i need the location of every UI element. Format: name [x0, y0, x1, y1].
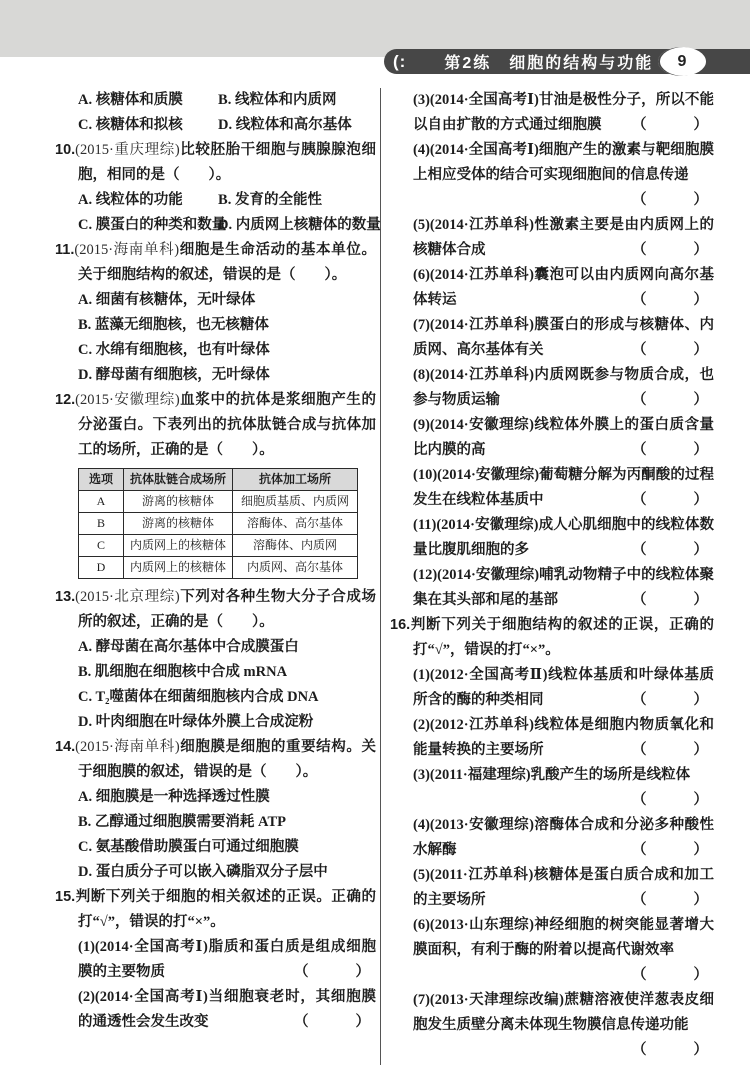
question-12 [55, 388, 376, 579]
question-source: (2015·北京理综) [75, 589, 180, 605]
option: A. 细菌有核糖体，无叶绿体 [78, 292, 256, 308]
answer-bracket: （ ） [632, 967, 714, 983]
table-cell: D [79, 557, 124, 579]
answer-bracket: （ ） [632, 1042, 714, 1058]
question-source: (2015·海南单科) [74, 242, 180, 258]
question15-items-left [55, 935, 376, 1035]
answer-bracket: （ ） [632, 242, 714, 258]
answer-bracket: （ ） [294, 964, 376, 980]
table-header-cell: 抗体肽链合成场所 [124, 469, 233, 491]
question-text: 细胞膜是细胞的重要结构。关于细胞膜的叙述，错误的是（ ）。 [78, 739, 376, 780]
answer-bracket: （ ） [632, 542, 714, 558]
question-number: 13. [55, 589, 76, 605]
option: D. 叶肉细胞在叶绿体外膜上合成淀粉 [78, 714, 314, 730]
table-cell: B [79, 513, 124, 535]
judgment-text: (7)(2014·江苏单科)膜蛋白的形成与核糖体、内质网、高尔基体有关 [413, 317, 714, 358]
table-header-cell: 选项 [79, 469, 124, 491]
judgment-text: (7)(2013·天津理综改编)蔗糖溶液使洋葱表皮细胞发生质壁分离未体现生物膜信息传递功能 [413, 992, 714, 1033]
judgment-item [413, 313, 714, 363]
question-source: (2015·重庆理综) [75, 142, 180, 158]
judgment-text: (4)(2013·安徽理综)溶酶体合成和分泌多种酸性水解酶 [413, 817, 714, 858]
answer-bracket: （ ） [632, 492, 714, 508]
judgment-item [413, 413, 714, 463]
option: B. 发育的全能性 [218, 192, 322, 208]
question-number: 11. [55, 242, 75, 258]
question-number: 14. [55, 739, 76, 755]
question-number: 16. [390, 617, 411, 633]
question9-options [78, 88, 376, 138]
question-stem [55, 585, 376, 635]
answer-bracket: （ ） [632, 792, 714, 808]
option: B. 肌细胞在细胞核中合成 mRNA [78, 664, 288, 680]
question-14 [55, 735, 376, 885]
question-text: 细胞是生命活动的基本单位。关于细胞结构的叙述，错误的是（ ）。 [78, 242, 376, 283]
option: D. 酵母菌有细胞核，无叶绿体 [78, 367, 270, 383]
question-text: 判断下列关于细胞的相关叙述的正误。正确的打“√”，错误的打“×”。 [75, 889, 376, 930]
table-row [79, 535, 358, 557]
option: B. 蓝藻无细胞核，也无核糖体 [78, 317, 269, 333]
judgment-text: (6)(2013·山东理综)神经细胞的树突能显著增大膜面积，有利于酶的附着以提高代谢效率 [413, 917, 714, 958]
question13-options [78, 635, 376, 735]
question-stem [55, 735, 376, 785]
question-text: 血浆中的抗体是浆细胞产生的分泌蛋白。下表列出的抗体肽链合成与抗体加工的场所，正确的是（ ）。 [78, 392, 376, 458]
question15-items-right [390, 88, 714, 613]
answer-bracket: （ ） [632, 592, 714, 608]
option: D. 线粒体和高尔基体 [218, 117, 352, 133]
question-source: (2015·海南单科) [75, 739, 180, 755]
answer-bracket: （ ） [632, 117, 714, 133]
table-row [79, 513, 358, 535]
table-header-cell: 抗体加工场所 [233, 469, 358, 491]
judgment-item [413, 363, 714, 413]
question-stem [55, 885, 376, 935]
judgment-text: (2)(2012·江苏单科)线粒体是细胞内物质氧化和能量转换的主要场所 [413, 717, 714, 758]
question14-options [78, 785, 376, 885]
table-cell: 内质网上的核糖体 [124, 557, 233, 579]
judgment-item [413, 513, 714, 563]
judgment-text: (3)(2014·全国高考Ⅰ)甘油是极性分子，所以不能以自由扩散的方式通过细胞膜 [413, 92, 714, 133]
question-number: 12. [55, 392, 76, 408]
judgment-text: (1)(2014·全国高考Ⅰ)脂质和蛋白质是组成细胞膜的主要物质 [78, 939, 376, 980]
judgment-text: (11)(2014·安徽理综)成人心肌细胞中的线粒体数量比腹肌细胞的多 [413, 517, 714, 558]
option: C. T₂噬菌体在细菌细胞核内合成 DNA [78, 689, 319, 705]
question-13 [55, 585, 376, 735]
page-content [0, 88, 750, 1065]
judgment-text: (5)(2014·江苏单科)性激素主要是由内质网上的核糖体合成 [413, 217, 714, 258]
answer-bracket: （ ） [632, 292, 714, 308]
option: C. 膜蛋白的种类和数量 [78, 217, 227, 233]
judgment-item [413, 813, 714, 863]
question-stem [55, 388, 376, 463]
question-stem [55, 238, 376, 288]
judgment-item [413, 463, 714, 513]
question-text: 判断下列关于细胞结构的叙述的正误，正确的打“√”，错误的打“×”。 [410, 617, 714, 658]
question10-options [78, 188, 381, 238]
answer-bracket: （ ） [632, 342, 714, 358]
option: C. 水绵有细胞核，也有叶绿体 [78, 342, 270, 358]
table-cell: 内质网上的核糖体 [124, 535, 233, 557]
option: A. 酵母菌在高尔基体中合成膜蛋白 [78, 639, 299, 655]
judgment-text: (4)(2014·全国高考Ⅰ)细胞产生的激素与靶细胞膜上相应受体的结合可实现细胞间的信息传递 [413, 142, 714, 183]
answer-bracket: （ ） [632, 842, 714, 858]
answer-bracket: （ ） [632, 892, 714, 908]
judgment-item [413, 663, 714, 713]
table-header-row [79, 469, 358, 491]
option: A. 细胞膜是一种选择透过性膜 [78, 789, 270, 805]
question-number: 10. [55, 142, 76, 158]
judgment-text: (2)(2014·全国高考Ⅰ)当细胞衰老时，其细胞膜的通透性会发生改变 [78, 989, 376, 1030]
question-15 [55, 885, 376, 1035]
table-cell: 细胞质基质、内质网 [233, 491, 358, 513]
judgment-item [413, 88, 714, 138]
table-cell: C [79, 535, 124, 557]
antibody-sites-table [78, 468, 358, 579]
table-cell: 游离的核糖体 [124, 491, 233, 513]
left-column [0, 88, 381, 1065]
judgment-item [413, 713, 714, 763]
question-10 [55, 138, 381, 238]
judgment-item [413, 913, 714, 988]
option: C. 核糖体和拟核 [78, 117, 183, 133]
answer-bracket: （ ） [632, 442, 714, 458]
question-text: 下列对各种生物大分子合成场所的叙述，正确的是（ ）。 [78, 589, 376, 630]
page-title: 第2练 细胞的结构与功能 [444, 55, 654, 72]
answer-bracket: （ ） [632, 692, 714, 708]
right-column [381, 88, 750, 1065]
page-number: 9 [677, 52, 687, 70]
option: C. 氨基酸借助膜蛋白可通过细胞膜 [78, 839, 299, 855]
answer-bracket: （ ） [632, 392, 714, 408]
judgment-item [413, 213, 714, 263]
table-cell: 溶酶体、内质网 [233, 535, 358, 557]
judgment-text: (5)(2011·江苏单科)核糖体是蛋白质合成和加工的主要场所 [413, 867, 714, 908]
judgment-text: (6)(2014·江苏单科)囊泡可以由内质网向高尔基体转运 [413, 267, 714, 308]
bracket-decoration-icon: (: [393, 52, 407, 71]
answer-bracket: （ ） [632, 192, 714, 208]
table-cell: 游离的核糖体 [124, 513, 233, 535]
judgment-item [78, 935, 376, 985]
question-number: 15. [55, 889, 76, 905]
judgment-item [78, 985, 376, 1035]
judgment-text: (10)(2014·安徽理综)葡萄糖分解为丙酮酸的过程发生在线粒体基质中 [413, 467, 714, 508]
judgment-item [413, 763, 714, 813]
question-stem [390, 613, 714, 663]
judgment-item [413, 563, 714, 613]
judgment-text: (3)(2011·福建理综)乳酸产生的场所是线粒体 [413, 767, 691, 783]
table-cell: 内质网、高尔基体 [233, 557, 358, 579]
option: A. 线粒体的功能 [78, 192, 183, 208]
judgment-item [413, 138, 714, 213]
option: D. 内质网上核糖体的数量 [218, 217, 381, 233]
table-cell: A [79, 491, 124, 513]
page-number-badge [658, 47, 706, 76]
option: B. 乙醇通过细胞膜需要消耗 ATP [78, 814, 286, 830]
answer-bracket: （ ） [632, 742, 714, 758]
question16-items [390, 663, 714, 1063]
judgment-item [413, 863, 714, 913]
question-source: (2015·安徽理综) [75, 392, 180, 408]
table-row [79, 557, 358, 579]
question-11 [55, 238, 376, 388]
judgment-text: (8)(2014·江苏单科)内质网既参与物质合成，也参与物质运输 [413, 367, 714, 408]
option: A. 核糖体和质膜 [78, 92, 183, 108]
judgment-text: (12)(2014·安徽理综)哺乳动物精子中的线粒体聚集在其头部和尾的基部 [413, 567, 714, 608]
judgment-text: (9)(2014·安徽理综)线粒体外膜上的蛋白质含量比内膜的高 [413, 417, 714, 458]
table-cell: 溶酶体、高尔基体 [233, 513, 358, 535]
option: B. 线粒体和内质网 [218, 92, 337, 108]
answer-bracket: （ ） [294, 1014, 376, 1030]
table-body [79, 491, 358, 579]
option: D. 蛋白质分子可以嵌入磷脂双分子层中 [78, 864, 328, 880]
chapter-header-bar [384, 49, 750, 74]
table-row [79, 491, 358, 513]
judgment-text: (1)(2012·全国高考Ⅱ)线粒体基质和叶绿体基质所含的酶的种类相同 [413, 667, 714, 708]
question11-options [78, 288, 376, 388]
question-stem [55, 138, 376, 188]
judgment-item [413, 263, 714, 313]
question-text: 比较胚胎干细胞与胰腺腺泡细胞，相同的是（ ）。 [78, 142, 376, 183]
question-16 [390, 613, 714, 1063]
